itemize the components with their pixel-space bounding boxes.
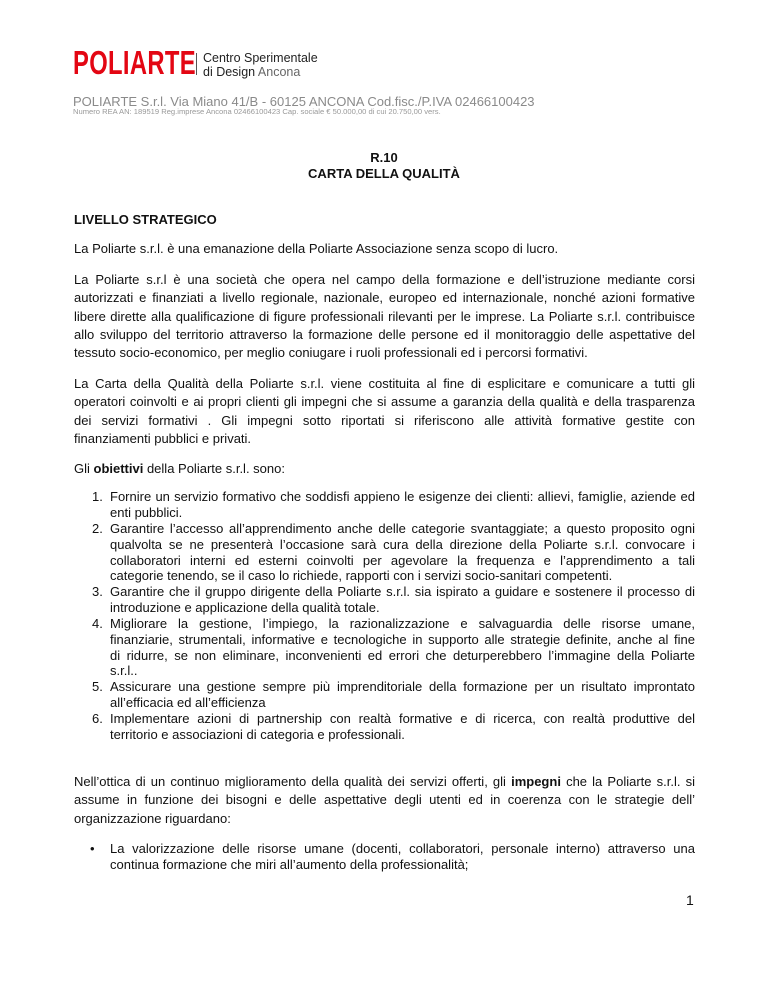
item-line: Fornire un servizio formativo che soddisfi appieno le esigenze dei clienti: allievi, famiglie, aziende ed <box>110 489 695 504</box>
paragraph-line: assume in funzione dei bisogni e delle aspettative degli utenti ed in coerenza con le strategie dell’ <box>74 792 695 808</box>
paragraph-line: La Poliarte s.r.l è una società che opera nel campo della formazione e dell’istruzione mediante corsi <box>74 272 695 287</box>
logo-subtitle-line1: Centro Sperimentale <box>203 51 318 65</box>
p4-bold: impegni <box>511 774 561 789</box>
objective-item <box>92 679 695 711</box>
item-line: La valorizzazione delle risorse umane (docenti, collaboratori, personale interno) attraverso una <box>110 841 695 856</box>
item-line: Garantire l’accesso all’apprendimento anche delle categorie svantaggiate; a questo proposito ogni <box>110 521 695 536</box>
paragraph-line: tessuto socio-economico, per meglio coniugare i ruoli professionali ed i percorsi formativi. <box>74 345 588 361</box>
item-line: all’efficacia ed all’efficienza <box>110 694 266 710</box>
item-line: Garantire che il gruppo dirigente della Poliarte s.r.l. sia ispirato a guidare e sostenere il processo di <box>110 584 695 599</box>
objective-item <box>92 711 695 743</box>
paragraph-3 <box>74 375 695 448</box>
item-number: 5. <box>92 679 103 694</box>
paragraph-line: autorizzati e finanziati a livello regionale, nazionale, europeo ed internazionale, nonché azioni formative <box>74 290 695 306</box>
paragraph-line: operatori coinvolti e ai propri clienti gli impegni che si assume a garanzia della qualità e della trasparenza <box>74 394 695 410</box>
paragraph-4 <box>74 773 695 828</box>
item-line: enti pubblici. <box>110 504 183 520</box>
item-line: territorio e associazioni di categoria e professionali. <box>110 726 405 742</box>
objective-item <box>92 584 695 616</box>
item-line: collaboratori interni ed esterni coinvolti per agevolare la frequenza e l’apprendimento a tali <box>110 552 695 568</box>
poliarte-logo: POLIARTE <box>73 44 197 81</box>
company-registry: Numero REA AN: 189519 Reg.imprese Ancona 02466100423 Cap. sociale € 50.000,00 di cui 20.750,00 vers. <box>73 107 441 116</box>
commitment-bullet-item <box>90 841 695 873</box>
intro-text: della Poliarte s.r.l. sono: <box>143 461 285 476</box>
paragraph-2 <box>74 271 695 362</box>
bullet-icon: • <box>90 841 95 856</box>
logo-subtitle-city: Ancona <box>257 65 301 79</box>
item-line: introduzione e applicazione della qualità totale. <box>110 599 380 615</box>
item-number: 2. <box>92 521 103 536</box>
paragraph-line: organizzazione riguardano: <box>74 810 231 826</box>
paragraph-line: La Carta della Qualità della Poliarte s.r.l. viene costituita al fine di esplicitare e comunicare a tutti gli <box>74 376 695 391</box>
objective-item <box>92 521 695 584</box>
objectives-intro <box>74 460 695 478</box>
objective-item <box>92 489 695 521</box>
company-address: POLIARTE S.r.l. Via Miano 41/B - 60125 ANCONA Cod.fisc./P.IVA 02466100423 <box>73 94 535 109</box>
item-line: qualvolta se ne presenterà l’occasione sarà cura della direzione della Poliarte s.r.l. convocare i <box>110 536 695 552</box>
item-line: s.r.l.. <box>110 663 138 679</box>
item-number: 6. <box>92 711 103 726</box>
item-line: di ridurre, se non eliminare, inconvenienti ed errori che deturperebbero l’immagine della Poliarte <box>110 647 695 663</box>
objective-item <box>92 616 695 679</box>
item-line: Assicurare una gestione sempre più imprenditoriale della formazione per un risultato improntato <box>110 679 695 694</box>
item-number: 3. <box>92 584 103 599</box>
p4-text: che la Poliarte s.r.l. si <box>560 774 695 789</box>
logo-divider <box>196 53 197 75</box>
logo-subtitle-design: di Design <box>203 65 256 79</box>
page-number: 1 <box>686 892 694 908</box>
section-heading: LIVELLO STRATEGICO <box>74 212 217 227</box>
paragraph-line: allo sviluppo del territorio attraverso la formazione delle persone ed il monitoraggio delle aspettative del <box>74 326 695 342</box>
document-title: CARTA DELLA QUALITÀ <box>308 166 460 181</box>
paragraph-line <box>74 773 695 791</box>
paragraph-line: finanziamenti pubblici e privati. <box>74 430 252 446</box>
paragraph-line: libere dirette alla qualificazione di figure professionali rilevanti per le imprese. La Poliarte s.r.l. contribuisce <box>74 308 695 324</box>
document-code: R.10 <box>370 150 398 165</box>
logo-subtitle-line2 <box>203 65 300 79</box>
item-line: Implementare azioni di partnership con realtà formative e di ricerca, con realtà produttive del <box>110 711 695 726</box>
paragraph-line: dei servizi formativi . Gli impegni sotto riportati si riferiscono alle attività formative gestite con <box>74 412 695 428</box>
item-line: Migliorare la gestione, l’impiego, la razionalizzazione e salvaguardia delle risorse umane, <box>110 616 695 631</box>
paragraph-1 <box>74 240 695 258</box>
intro-text: Gli <box>74 461 94 476</box>
item-line: categorie tenendo, se il caso lo richiede, rapporti con i servizi socio-sanitari competenti. <box>110 568 613 584</box>
p4-text: Nell’ottica di un continuo miglioramento della qualità dei servizi offerti, gli <box>74 774 512 789</box>
item-number: 4. <box>92 616 103 631</box>
item-line: finanziarie, strumentali, informative e tecnologiche in supporto alle strategie definite, anche al fine <box>110 631 695 647</box>
item-line: continua formazione che miri all’aumento della professionalità; <box>110 856 469 872</box>
intro-bold: obiettivi <box>93 461 144 476</box>
paragraph-line: La Poliarte s.r.l. è una emanazione della Poliarte Associazione senza scopo di lucro. <box>74 241 559 256</box>
item-number: 1. <box>92 489 103 504</box>
